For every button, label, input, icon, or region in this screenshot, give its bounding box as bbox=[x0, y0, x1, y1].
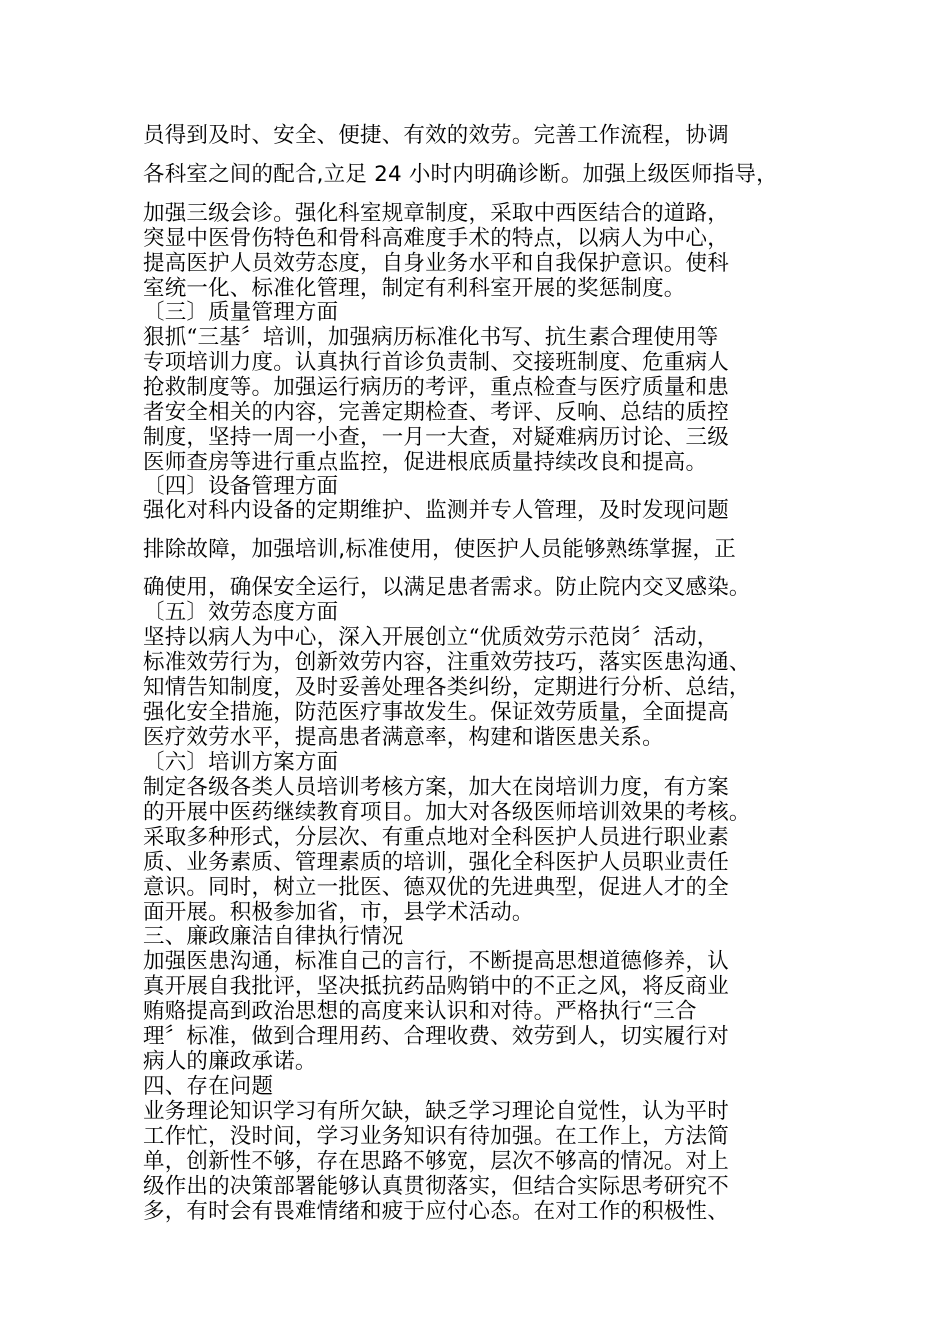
body-line: 突显中医骨伤特色和骨科高难度手术的特点，以病人为中心， bbox=[143, 226, 729, 251]
body-line: 标准效劳行为，创新效劳内容，注重效劳技巧，落实医患沟通、 bbox=[143, 650, 751, 675]
section-heading: 三、廉政廉洁自律执行情况 bbox=[143, 924, 404, 949]
body-line: 坚持以病人为中心，深入开展创立“优质效劳示范岗〞活动， bbox=[143, 625, 719, 650]
body-line: 员得到及时、安全、便捷、有效的效劳。完善工作流程，协调 bbox=[143, 123, 729, 148]
body-line: 制度，坚持一周一小查，一月一大查，对疑难病历讨论、三级 bbox=[143, 425, 729, 450]
body-line: 业务理论知识学习有所欠缺，缺乏学习理论自觉性，认为平时 bbox=[143, 1099, 729, 1124]
section-heading: 〔六〕培训方案方面 bbox=[143, 750, 339, 775]
body-line: 强化对科内设备的定期维护、监测并专人管理，及时发现问题 bbox=[143, 498, 729, 523]
body-line: 制定各级各类人员培训考核方案，加大在岗培训力度，有方案 bbox=[143, 775, 729, 800]
body-line: 理〞标准，做到合理用药、合理收费、效劳到人，切实履行对 bbox=[143, 1024, 729, 1049]
body-line: 者安全相关的内容，完善定期检查、考评、反响、总结的质控 bbox=[143, 400, 729, 425]
body-line: 知情告知制度，及时妥善处理各类纠纷，定期进行分析、总结， bbox=[143, 675, 751, 700]
body-line: 强化安全措施，防范医疗事故发生。保证效劳质量，全面提高 bbox=[143, 700, 729, 725]
body-line: 加强医患沟通，标准自己的言行，不断提高思想道德修养，认 bbox=[143, 949, 729, 974]
body-line: 的开展中医药继续教育项目。加大对各级医师培训效果的考核。 bbox=[143, 800, 751, 825]
body-line: 贿赂提高到政治思想的高度来认识和对待。严格执行“三合 bbox=[143, 999, 697, 1024]
body-line: 专项培训力度。认真执行首诊负责制、交接班制度、危重病人 bbox=[143, 350, 729, 375]
body-line: 面开展。积极参加省，市，县学术活动。 bbox=[143, 900, 534, 925]
body-line: 室统一化、标准化管理，制定有利科室开展的奖惩制度。 bbox=[143, 276, 686, 301]
body-line: 排除故障，加强培训,标准使用，使医护人员能够熟练掌握，正 bbox=[143, 537, 736, 562]
body-line: 质、业务素质、管理素质的培训，强化全科医护人员职业责任 bbox=[143, 850, 729, 875]
body-line: 加强三级会诊。强化科室规章制度，采取中西医结合的道路， bbox=[143, 201, 729, 226]
body-line: 确使用，确保安全运行，以满足患者需求。防止院内交叉感染。 bbox=[143, 575, 751, 600]
section-heading: 〔三〕质量管理方面 bbox=[143, 300, 339, 325]
body-line: 真开展自我批评，坚决抵抗药品购销中的不正之风，将反商业 bbox=[143, 974, 729, 999]
body-line: 单，创新性不够，存在思路不够宽，层次不够高的情况。对上 bbox=[143, 1149, 729, 1174]
section-heading: 〔四〕设备管理方面 bbox=[143, 474, 339, 499]
body-line: 各科室之间的配合,立足 24 小时内明确诊断。加强上级医师指导， bbox=[143, 162, 778, 187]
section-heading: 〔五〕效劳态度方面 bbox=[143, 600, 339, 625]
body-line: 采取多种形式，分层次、有重点地对全科医护人员进行职业素 bbox=[143, 825, 729, 850]
body-line: 医疗效劳水平，提高患者满意率，构建和谐医患关系。 bbox=[143, 725, 664, 750]
body-line: 多，有时会有畏难情绪和疲于应付心态。在对工作的积极性、 bbox=[143, 1199, 729, 1224]
body-line: 病人的廉政承诺。 bbox=[143, 1049, 317, 1074]
body-line: 抢救制度等。加强运行病历的考评，重点检查与医疗质量和患 bbox=[143, 375, 729, 400]
body-line: 提高医护人员效劳态度，自身业务水平和自我保护意识。使科 bbox=[143, 251, 729, 276]
body-line: 级作出的决策部署能够认真贯彻落实，但结合实际思考研究不 bbox=[143, 1174, 729, 1199]
section-heading: 四、存在问题 bbox=[143, 1074, 274, 1099]
body-line: 医师查房等进行重点监控，促进根底质量持续改良和提高。 bbox=[143, 450, 708, 475]
body-line: 狠抓“三基〞培训，加强病历标准化书写、抗生素合理使用等 bbox=[143, 325, 719, 350]
body-line: 意识。同时，树立一批医、德双优的先进典型，促进人才的全 bbox=[143, 875, 729, 900]
body-line: 工作忙，没时间，学习业务知识有待加强。在工作上，方法简 bbox=[143, 1124, 729, 1149]
